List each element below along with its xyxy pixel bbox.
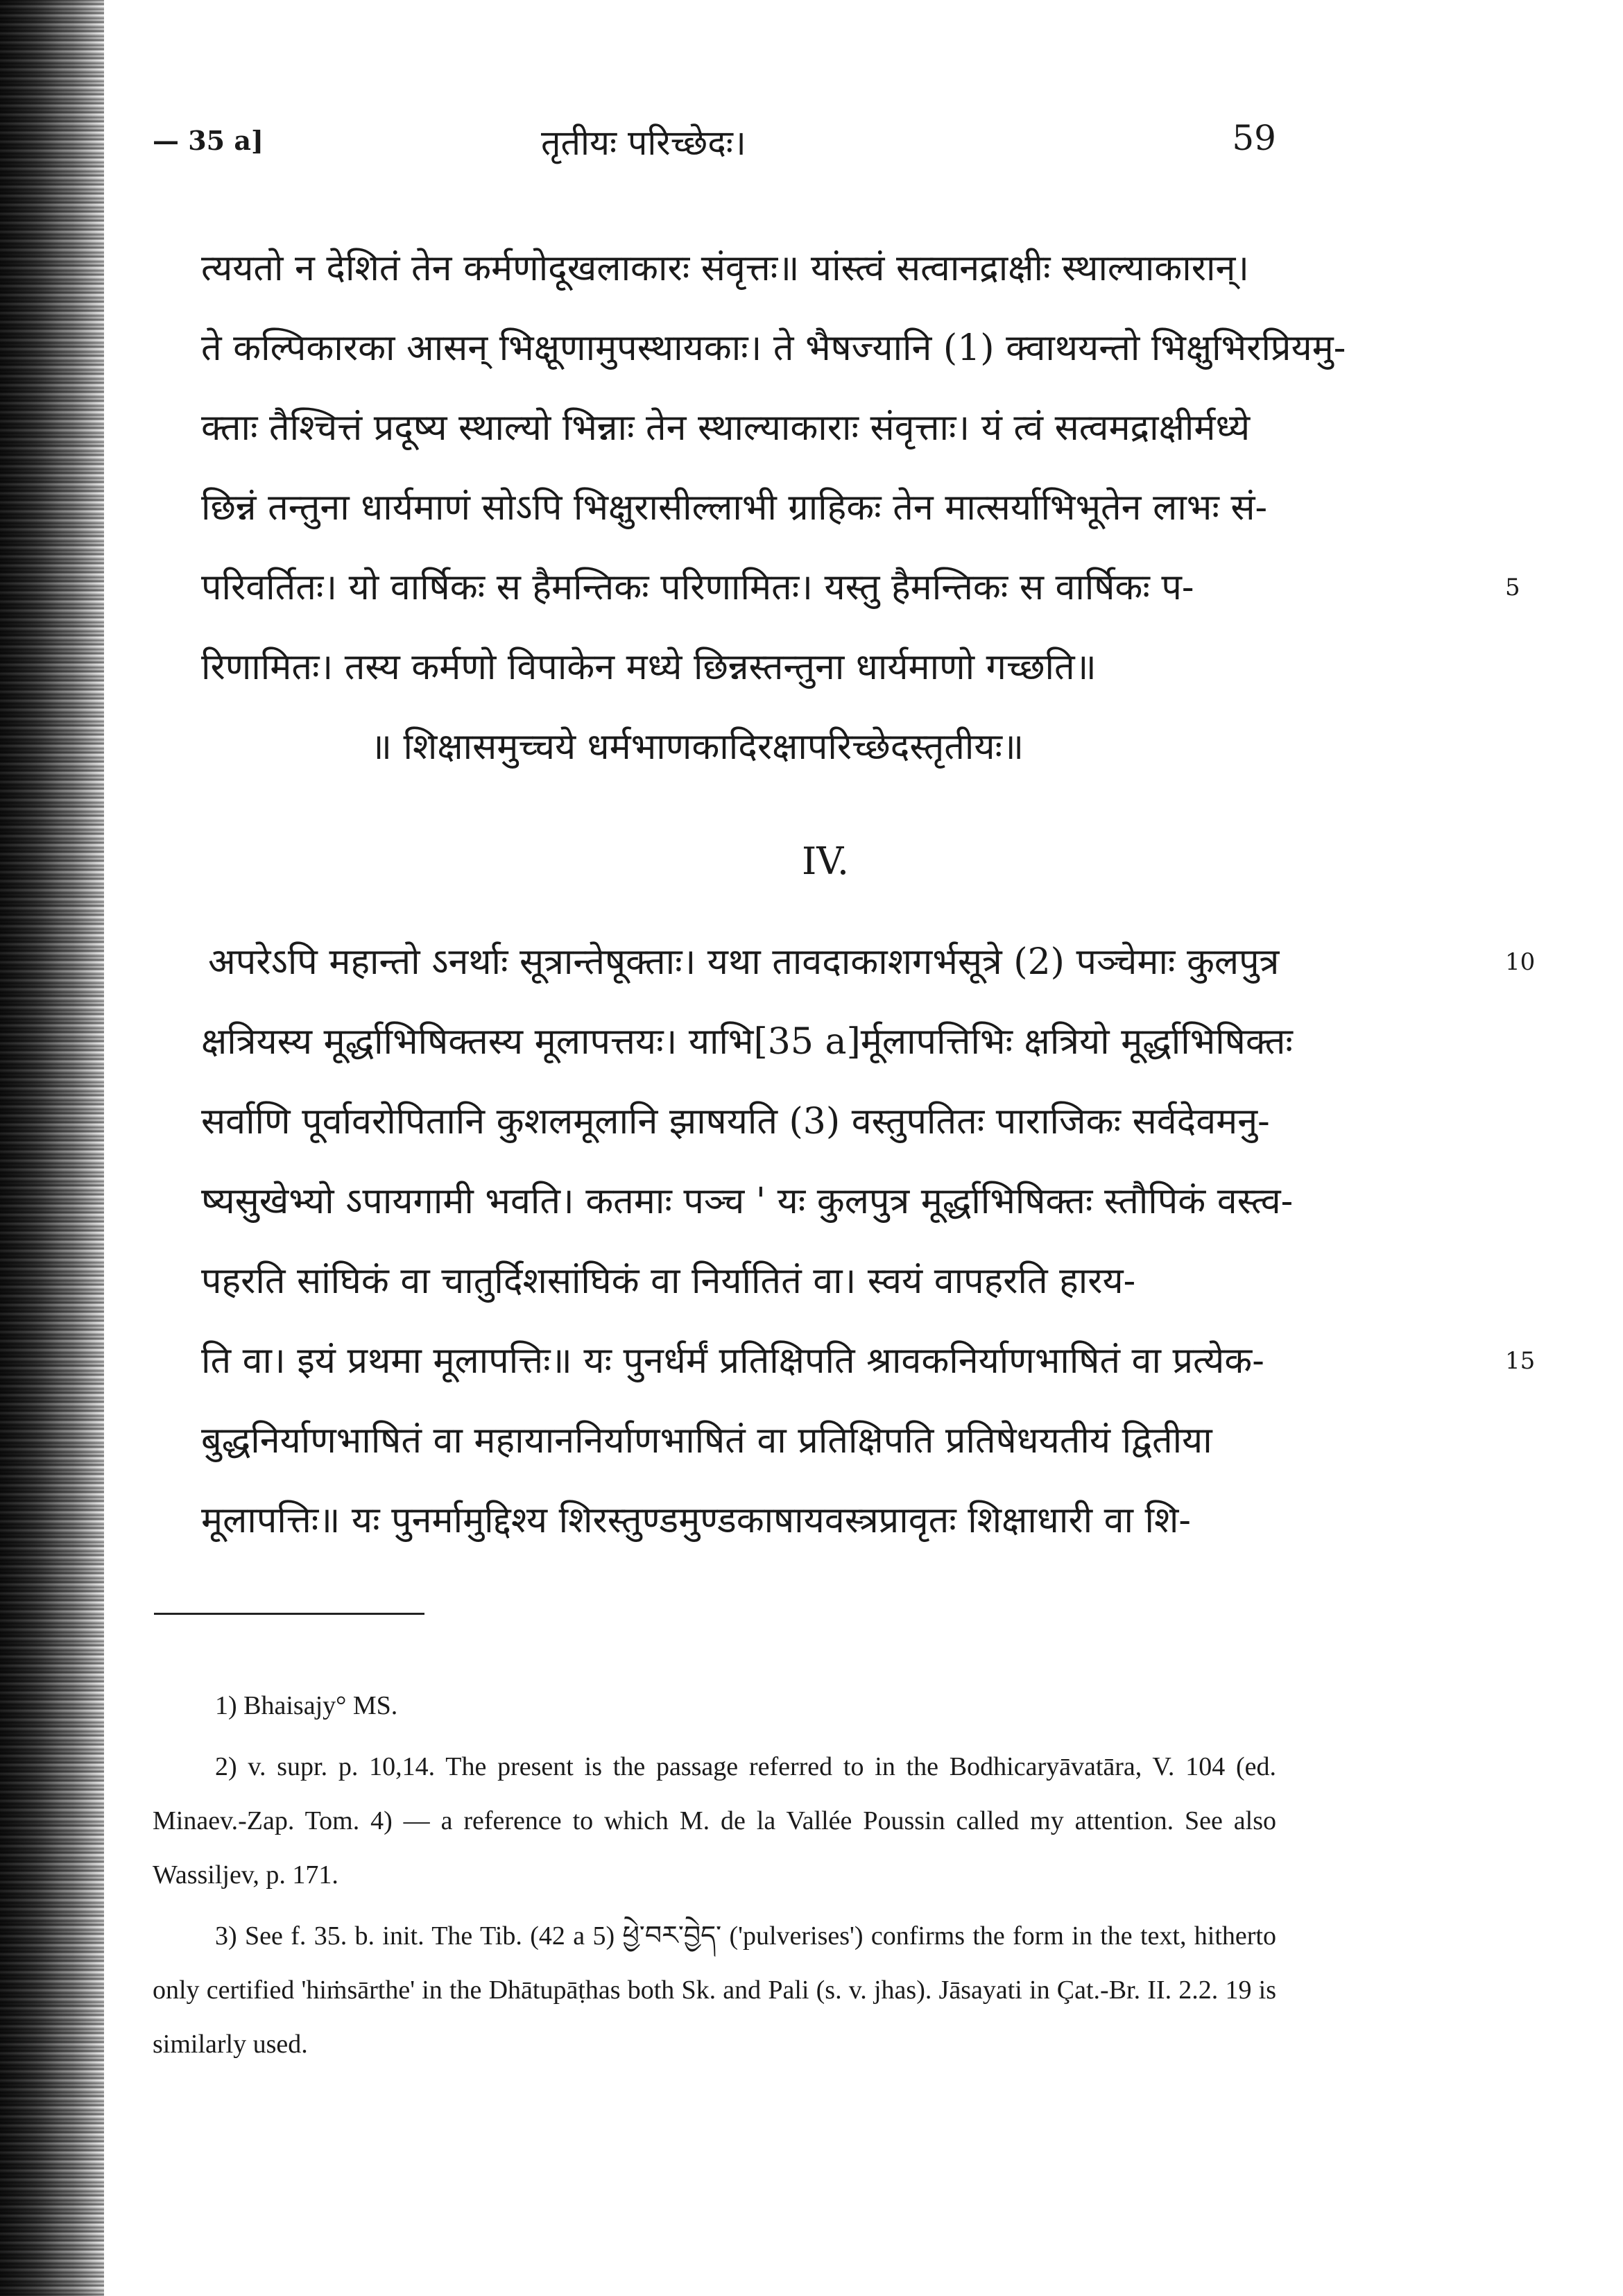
text-line bbox=[201, 388, 1304, 468]
header-folio-ref: — 35 a] bbox=[153, 125, 264, 156]
scan-binding-edge bbox=[0, 0, 104, 2296]
main-text-section-4 bbox=[201, 923, 1536, 1561]
line-text: अपरेऽपि महान्तो ऽनर्थाः सूत्रान्तेषूक्ताः। यथा तावदाकाशगर्भसूत्रे (2) पञ्चेमाः कुलपुत्र bbox=[208, 941, 1280, 983]
chapter-colophon bbox=[201, 708, 1304, 787]
running-header bbox=[153, 118, 1276, 166]
line-text: ॥ शिक्षासमुच्चये धर्मभाणकादिरक्षापरिच्छेदस्तृतीयः॥ bbox=[370, 726, 1024, 768]
footnote-1: 1) Bhaisajy° MS. bbox=[215, 1691, 398, 1720]
text-line bbox=[201, 229, 1304, 309]
text-line bbox=[201, 923, 1536, 1002]
line-text: पहरति सांघिकं वा चातुर्दिशसांघिकं वा निर्यातितं वा। स्वयं वापहरति हारय- bbox=[201, 1260, 1136, 1302]
line-text: ष्यसुखेभ्यो ऽपायगामी भवति। कतमाः पञ्च ' यः कुलपुत्र मूर्द्धाभिषिक्तः स्तौपिकं वस्त्व- bbox=[201, 1181, 1294, 1222]
text-line bbox=[201, 1481, 1304, 1561]
text-line bbox=[201, 1082, 1304, 1162]
line-text: ति वा। इयं प्रथमा मूलापत्तिः॥ यः पुनर्धर्मं प्रतिक्षिपति श्रावकनिर्याणभाषितं वा प्रत्येक- bbox=[201, 1340, 1264, 1382]
line-text: सर्वाणि पूर्वावरोपितानि कुशलमूलानि झाषयति (3) वस्तुपतितः पाराजिकः सर्वदेवमनु- bbox=[201, 1101, 1270, 1142]
line-number: 15 bbox=[1505, 1347, 1536, 1375]
text-line bbox=[201, 1162, 1304, 1242]
line-text: ते कल्पिकारका आसन् भिक्षूणामुपस्थायकाः। ते भैषज्यानि (1) क्वाथयन्तो भिक्षुभिरप्रियमु- bbox=[201, 327, 1346, 369]
line-text: रिणामितः। तस्य कर्मणो विपाकेन मध्ये छिन्नस्तन्तुना धार्यमाणो गच्छति॥ bbox=[201, 646, 1097, 688]
text-line bbox=[201, 468, 1304, 548]
line-text: परिवर्तितः। यो वार्षिकः स हैमन्तिकः परिणामितः। यस्तु हैमन्तिकः स वार्षिकः प- bbox=[201, 567, 1194, 608]
line-text: त्ययतो न देशितं तेन कर्मणोदूखलाकारः संवृत्तः॥ यांस्त्वं सत्वानद्राक्षीः स्थाल्याकारान्। bbox=[201, 248, 1250, 289]
main-text bbox=[201, 229, 1520, 787]
page-number: 59 bbox=[1232, 118, 1276, 158]
footnote-2: 2) v. supr. p. 10,14. The present is the passage referred to in the Bodhicaryāvatāra, V. 104 (ed. Minaev.-Zap. Tom. 4) — a reference to which M. de la Vallée Poussin called my attention. See also Wassiljev, p. 171. bbox=[153, 1752, 1276, 1890]
header-chapter-title: तृतीयः परिच्छेदः। bbox=[541, 123, 746, 163]
line-number: 5 bbox=[1505, 574, 1520, 601]
text-line bbox=[201, 1401, 1304, 1481]
text-line bbox=[201, 548, 1520, 628]
line-text: छिन्नं तन्तुना धार्यमाणं सोऽपि भिक्षुरासील्लाभी ग्राहिकः तेन मात्सर्याभिभूतेन लाभः सं- bbox=[201, 487, 1268, 529]
footnote-separator bbox=[154, 1613, 424, 1615]
text-line bbox=[201, 1242, 1304, 1321]
text-line bbox=[201, 309, 1346, 388]
line-text: बुद्धनिर्याणभाषितं वा महायाननिर्याणभाषितं वा प्रतिक्षिपति प्रतिषेधयतीयं द्वितीया bbox=[201, 1420, 1212, 1462]
section-heading: IV. bbox=[801, 839, 850, 883]
text-line bbox=[201, 1321, 1536, 1401]
line-text: क्षत्रियस्य मूर्द्धाभिषिक्तस्य मूलापत्तयः। याभि[35 a]र्मूलापत्तिभिः क्षत्रियो मूर्द्धाभिषिक्तः bbox=[201, 1021, 1293, 1063]
line-number: 10 bbox=[1505, 948, 1536, 976]
text-line bbox=[201, 1002, 1304, 1082]
footnote-3: 3) See f. 35. b. init. The Tib. (42 a 5) ཕྱེ་བར་བྱེད་ ('pulverises') confirms the form in the text, hitherto only certified 'hiṁsārthe' in the Dhātupāṭhas both Sk. and Pali (s. v. jhas). Jāsayati in Çat.-Br. II. 2.2. 19 is similarly used. bbox=[153, 1921, 1276, 2059]
text-line bbox=[201, 628, 1304, 708]
line-text: मूलापत्तिः॥ यः पुनर्मामुद्दिश्य शिरस्तुण्डमुण्डकाषायवस्त्रप्रावृतः शिक्षाधारी वा शि- bbox=[201, 1500, 1191, 1541]
footnotes bbox=[153, 1679, 1276, 2078]
line-text: क्ताः तैश्चित्तं प्रदूष्य स्थाल्यो भिन्नाः तेन स्थाल्याकाराः संवृत्ताः। यं त्वं सत्वमद्राक्षीर्मध्ये bbox=[201, 407, 1251, 449]
